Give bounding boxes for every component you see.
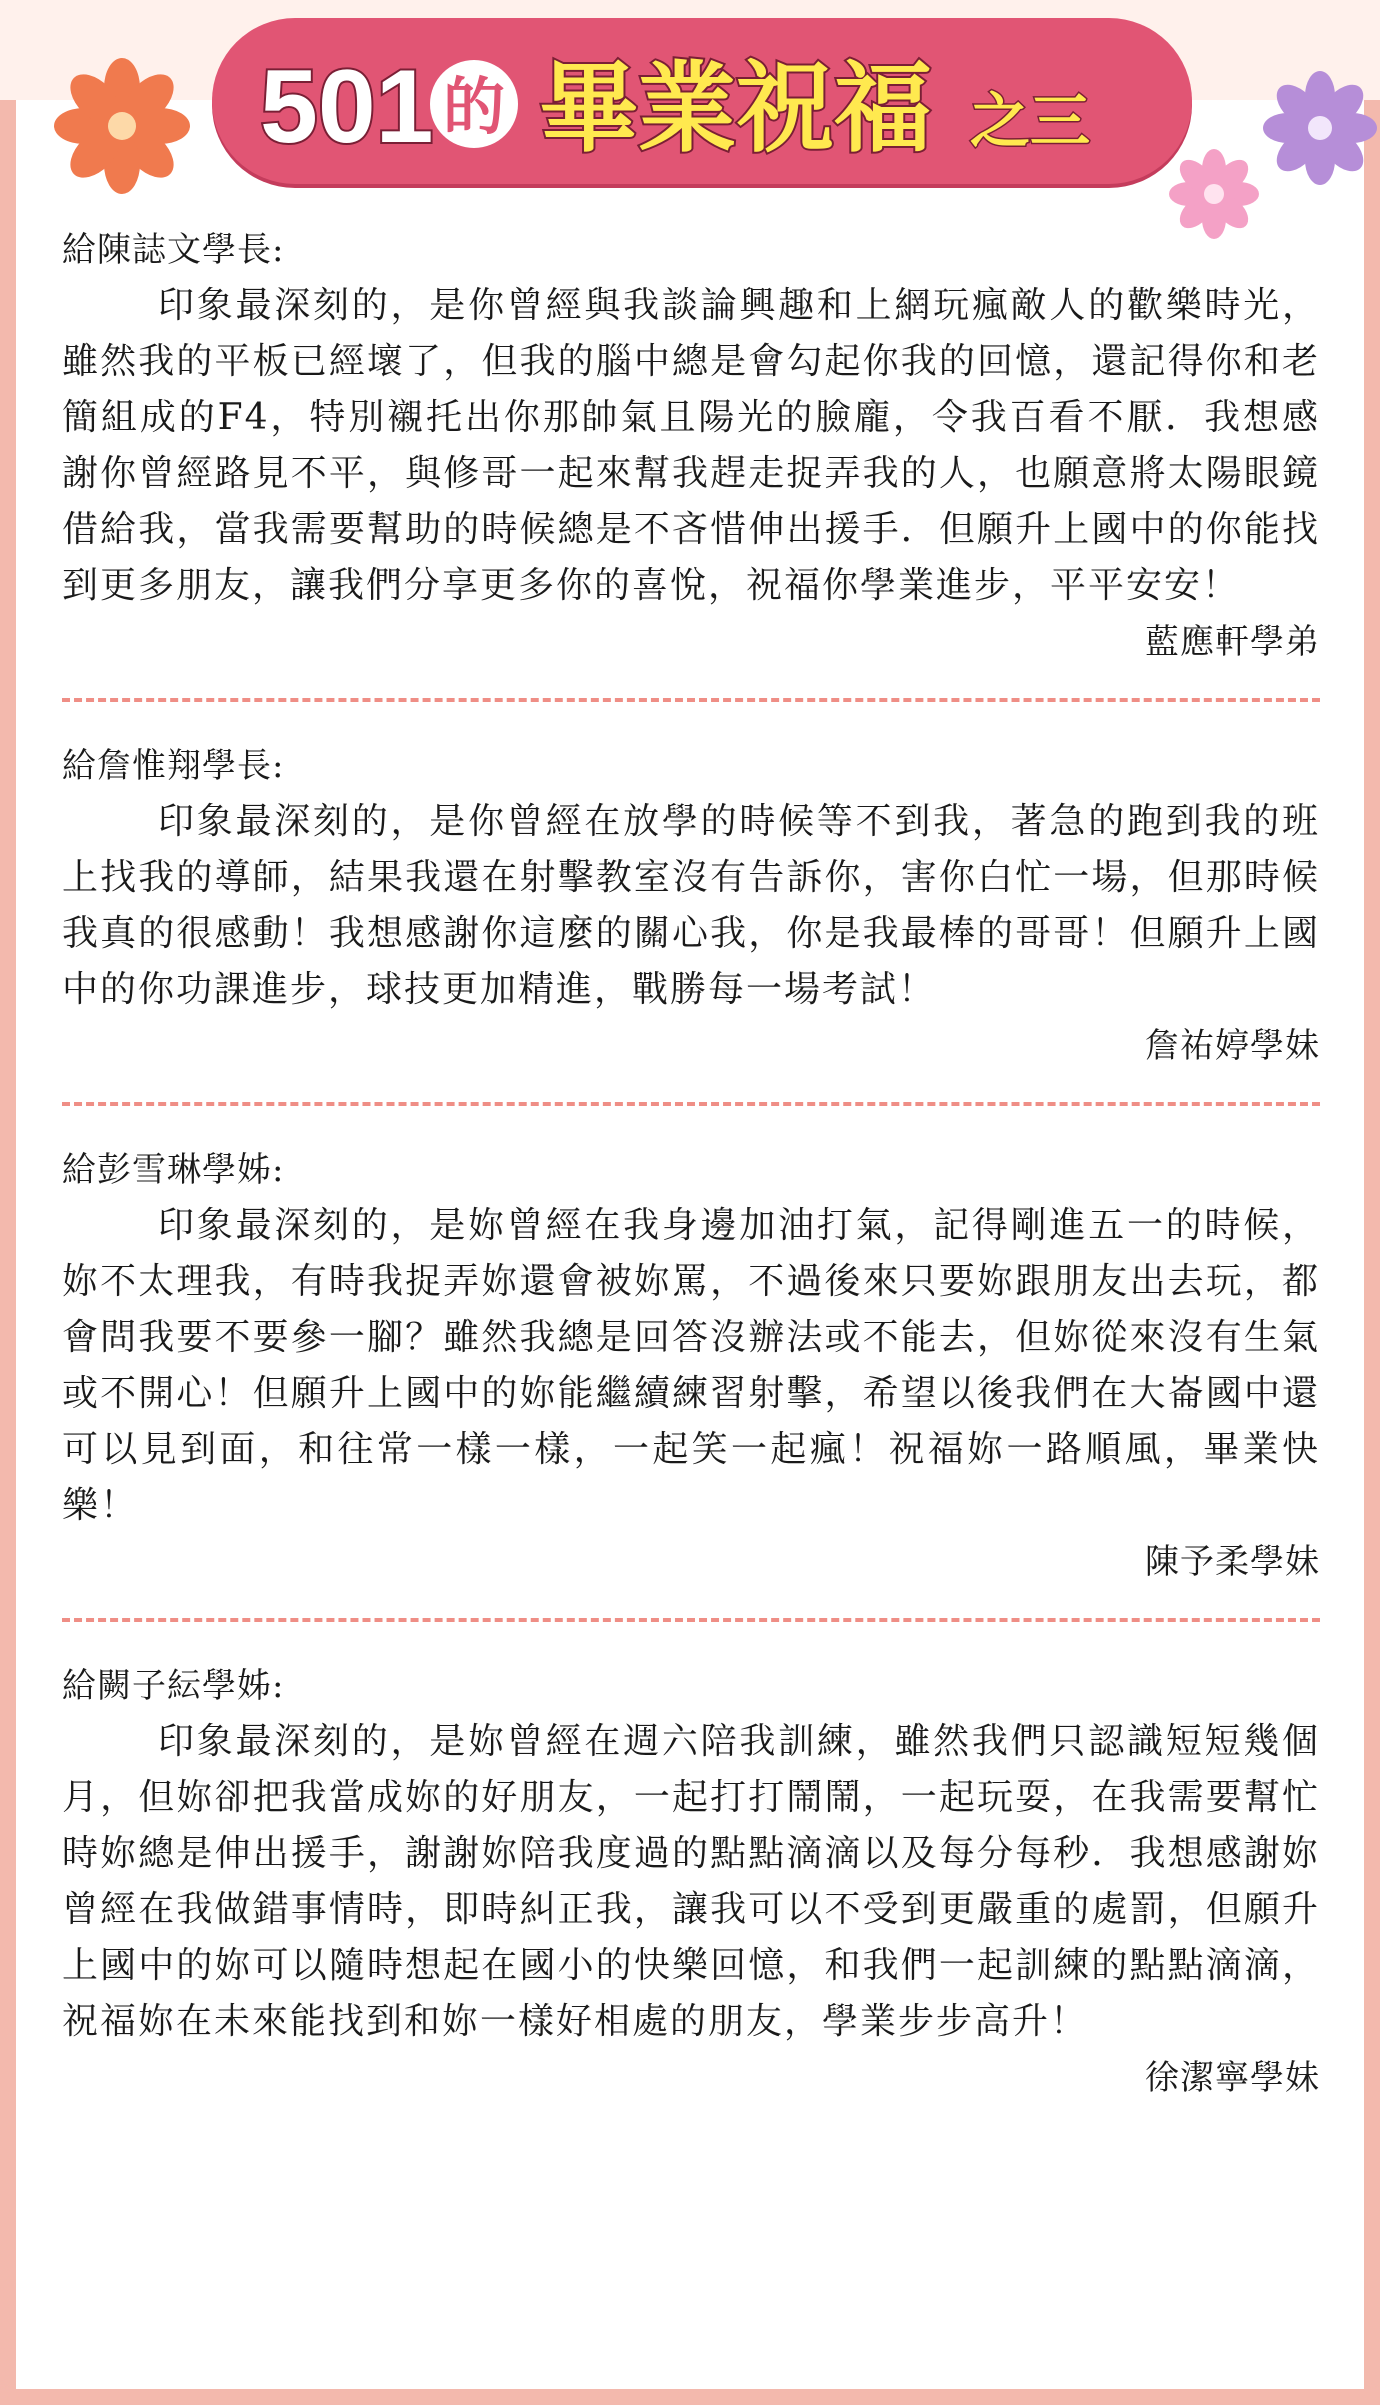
letter-3 <box>62 1142 1320 1590</box>
letter-signer: 陳予柔學妹 <box>1145 1542 1320 1582</box>
letter-signer: 徐潔寧學妹 <box>1145 2058 1320 2098</box>
letter-signer: 藍應軒學弟 <box>1145 622 1320 662</box>
dashed-divider <box>62 1618 1320 1622</box>
letter-greeting: 給詹惟翔學長: <box>62 746 285 786</box>
letter-greeting: 給陳誌文學長: <box>62 230 285 270</box>
letter-greeting: 給彭雪琳學姊: <box>62 1150 285 1190</box>
title-banner <box>212 18 1192 184</box>
letter-body: 印象最深刻的，是妳曾經在週六陪我訓練，雖然我們只認識短短幾個月，但妳卻把我當成妳的好朋友，一起打打鬧鬧，一起玩耍，在我需要幫忙時妳總是伸出援手，謝謝妳陪我度過的點點滴滴以及每分每秒．我想感謝妳曾經在我做錯事情時，即時糾正我，讓我可以不受到更嚴重的處罰，但願升上國中的妳可以隨時想起在國小的快樂回憶，和我們一起訓練的點點滴滴，祝福妳在未來能找到和妳一樣好相處的朋友，學業步步高升！ <box>62 1721 1320 2042</box>
purple-flower-icon <box>1262 70 1378 186</box>
title-main: 畢業祝福 <box>540 52 933 166</box>
letter-signer: 詹祐婷學妹 <box>1145 1026 1320 1066</box>
letter-2 <box>62 738 1320 1074</box>
letter-body: 印象最深刻的，是你曾經與我談論興趣和上網玩瘋敵人的歡樂時光，雖然我的平板已經壞了，但我的腦中總是會勾起你我的回憶，還記得你和老簡組成的F4，特別襯托出你那帥氣且陽光的臉龐，令我百看不厭．我想感謝你曾經路見不平，與修哥一起來幫我趕走捉弄我的人，也願意將太陽眼鏡借給我，當我需要幫助的時候總是不吝惜伸出援手．但願升上國中的你能找到更多朋友，讓我們分享更多你的喜悅，祝福你學業進步，平平安安！ <box>62 285 1320 606</box>
orange-flower-icon <box>52 56 192 196</box>
letter-1 <box>62 222 1320 670</box>
dashed-divider <box>62 1102 1320 1106</box>
letter-4 <box>62 1658 1320 2106</box>
letters-container <box>62 222 1320 2106</box>
title-particle: 的 <box>442 70 506 143</box>
letter-body: 印象最深刻的，是妳曾經在我身邊加油打氣，記得剛進五一的時候，妳不太理我，有時我捉弄妳還會被妳罵，不過後來只要妳跟朋友出去玩，都會問我要不要參一腳？雖然我總是回答沒辦法或不能去，但妳從來沒有生氣或不開心！但願升上國中的妳能繼續練習射擊，希望以後我們在大崙國中還可以見到面，和往常一樣一樣，一起笑一起瘋！祝福妳一路順風，畢業快樂！ <box>62 1205 1320 1526</box>
letter-greeting: 給闕子紜學姊: <box>62 1666 285 1706</box>
title-number: 501 <box>260 49 434 165</box>
title-suffix: 之三 <box>970 87 1090 157</box>
letter-body: 印象最深刻的，是你曾經在放學的時候等不到我，著急的跑到我的班上找我的導師，結果我還在射擊教室沒有告訴你，害你白忙一場，但那時候我真的很感動！我想感謝你這麼的關心我，你是我最棒的哥哥！但願升上國中的你功課進步，球技更加精進，戰勝每一場考試！ <box>62 801 1320 1010</box>
dashed-divider <box>62 698 1320 702</box>
